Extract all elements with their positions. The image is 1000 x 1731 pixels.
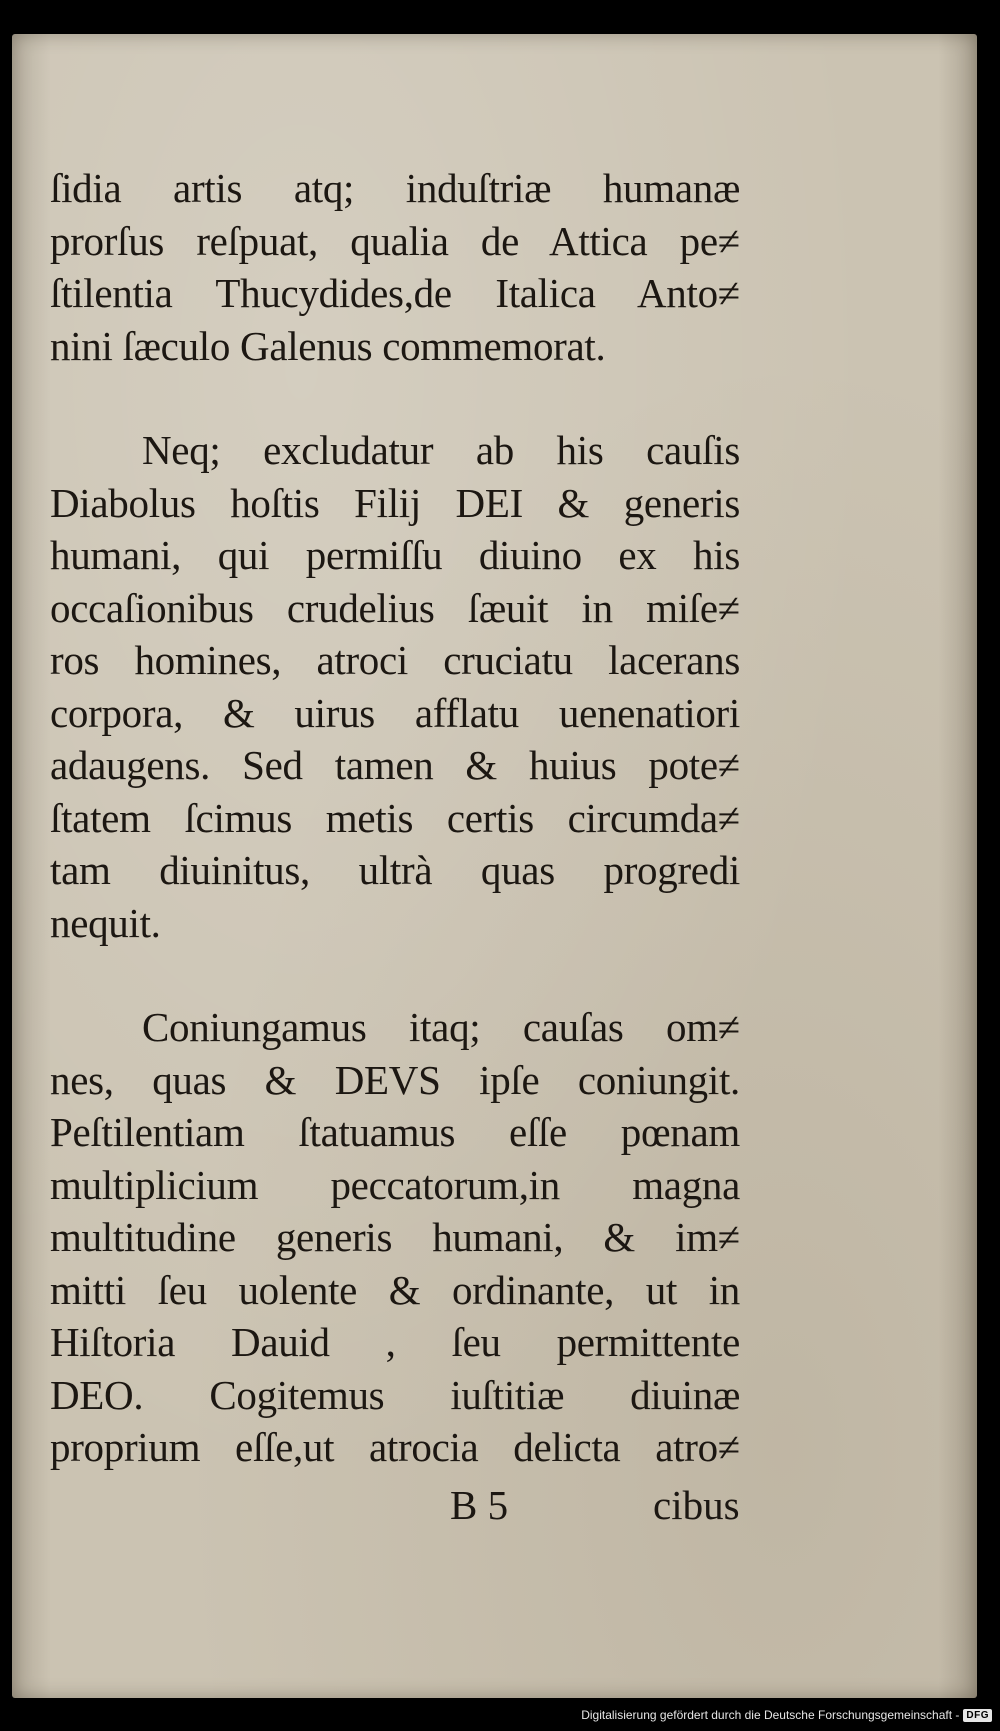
signature-mark: B 5 [450, 1482, 509, 1528]
text-line: nequit. [50, 899, 161, 946]
text-line: Peſtilentiam ſtatuamus eſſe pœnam [50, 1109, 740, 1155]
catchword: cibus [653, 1482, 740, 1528]
text-line: DEO. Cogitemus iuſtitiæ diuinæ [50, 1371, 740, 1418]
footer-credit: Digitalisierung gefördert durch die Deutsche Forschungsgemeinschaft - [581, 1708, 960, 1722]
text-line: Diabolus hoſtis Filij DEI & generis [50, 479, 740, 526]
catch-line [50, 1481, 750, 1537]
text-line: nes, quas & DEVS ipſe coniungit. [50, 1056, 740, 1103]
text-line: occaſionibus crudelius ſæuit in miſe≠ [50, 584, 740, 631]
text-line: Neq; excludatur ab his cauſis [142, 427, 740, 473]
text-line: corpora, & uirus afflatu uenenatiori [50, 689, 740, 736]
dfg-logo: DFG [963, 1709, 992, 1722]
paragraph-gap [50, 949, 740, 1001]
text-line: humani, qui permiſſu diuino ex his [50, 532, 740, 578]
text-line: adaugens. Sed tamen & huius pote≠ [50, 742, 740, 788]
text-line: ſtatem ſcimus metis certis circumda≠ [50, 794, 740, 841]
text-line: Hiſtoria Dauid , ſeu permittente [50, 1319, 740, 1365]
body-text [50, 162, 740, 1474]
text-line: prorſus reſpuat, qualia de Attica pe≠ [50, 217, 740, 264]
text-line: tam diuinitus, ultrà quas progredi [50, 847, 740, 893]
text-line: nini ſæculo Galenus commemorat. [50, 322, 606, 369]
digitization-footer [581, 1705, 992, 1725]
text-line: proprium eſſe,ut atrocia delicta atro≠ [50, 1424, 740, 1470]
text-line: mitti ſeu uolente & ordinante, ut in [50, 1266, 740, 1313]
text-line: multitudine generis humani, & im≠ [50, 1214, 740, 1260]
paragraph-gap [50, 372, 740, 424]
book-page [12, 34, 977, 1698]
text-line: ros homines, atroci cruciatu lacerans [50, 637, 740, 683]
text-line: ſtilentia Thucydides,de Italica Anto≠ [50, 270, 740, 316]
text-line: Coniungamus itaq; cauſas om≠ [142, 1004, 740, 1050]
text-line: multiplicium peccatorum,in magna [50, 1161, 740, 1208]
text-line: ſidia artis atq; induſtriæ humanæ [50, 165, 740, 211]
